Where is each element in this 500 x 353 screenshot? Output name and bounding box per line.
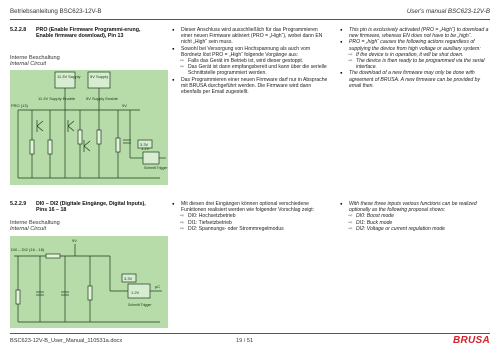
microcontroller-label: µC <box>155 284 161 289</box>
section1-title: PRO (Enable Firmware Programmi-erung, Enable firmware download), Pin 13 <box>36 27 141 40</box>
en-bullet-2: ● PRO = „high“ causes the following actions regardless of supplying the device from high voltage or auxiliary system: <box>340 39 490 51</box>
section2-title: DI0 – DI2 (Digitale Eingänge, Digital Inputs), Pins 16 – 18 <box>36 201 146 214</box>
en-bullet-3: ● The download of a new firmware may only be done with agreement of BRUSA. A new firmware can be provided by email then. <box>340 70 490 89</box>
header-right: User's manual BSC623-12V-B <box>406 8 490 15</box>
arrow-icon: ⇨ <box>348 58 353 65</box>
internal-circuit-de: Interne Beschaltung <box>10 55 60 61</box>
section1-internal-circuit-label <box>10 55 60 68</box>
supply-11v3-enable-label: 11.3V Supply Enable <box>38 96 76 101</box>
en2-sub-3: ⇨ DI2: Voltage or current regulation mode <box>348 225 446 232</box>
circuit-33v-label: 3.3V <box>140 142 149 147</box>
arrow-icon: ⇨ <box>348 225 353 232</box>
schmitt-trigger-label: Schmitt Trigger <box>144 166 168 170</box>
en2-sub-2: ⇨ DI1: Buck mode <box>348 219 393 226</box>
section2-english-text <box>340 201 490 232</box>
en-sub-1: ⇨ If the device is in operation, it will be shut down. <box>348 51 464 58</box>
arrow-icon: ⇨ <box>348 213 353 220</box>
footer-filename: BSC623-12V-B_User_Manual_110531a.docx <box>10 338 123 344</box>
arrow-icon: ⇨ <box>180 225 185 232</box>
internal-circuit-en: Internal Circuit <box>10 61 47 68</box>
de2-intro: ● Mit diesen drei Eingängen können optional verschiedene Funktionen realisiert werden wie folgender Vorschlag zeigt: <box>172 201 330 213</box>
supply-5v-enable-label: 5V Supply Enable <box>86 96 118 101</box>
section2-internal-circuit-label <box>10 220 60 233</box>
page-number: 19 / 51 <box>236 338 254 344</box>
header-rule <box>10 19 490 20</box>
footer-rule <box>10 333 490 334</box>
circuit-12v-label-2: 1.2V <box>131 290 140 295</box>
section1-english-text <box>340 27 490 89</box>
de2-sub-1: ⇨ DI0: Hochsetzbetrieb <box>180 213 236 220</box>
en-sub-2: ⇨ The device is then ready to be programmed via the serial interface. <box>348 58 485 71</box>
en-bullet-1: ● This pin is exclusively activated (PRO = „High“) to download a new firmware, whereas EN does not have to be „high“. <box>340 27 490 39</box>
arrow-icon: ⇨ <box>180 64 185 71</box>
section1-circuit-diagram <box>10 70 168 185</box>
internal-circuit-en: Internal Circuit <box>10 226 47 233</box>
supply-11v3-label: 11.3V Supply <box>57 74 81 79</box>
section1-number: 5.2.2.8 <box>10 27 27 33</box>
di-pin-label: DI0 – DI2 (16 - 18) <box>11 247 45 252</box>
circuit-9v-label: 9V <box>122 103 127 108</box>
de-bullet-3: ● Das Programmieren einer neuen Firmware darf nur in Absprache mit BRUSA durchgeführt werden. Die Firmware wird dann ebenfalls per Email zugestellt. <box>172 77 330 96</box>
circuit-9v-label-2: 9V <box>72 238 77 243</box>
circuit-12v-label: 1.2V <box>141 146 150 151</box>
circuit-33v-label-2: 3.3V <box>124 276 133 281</box>
arrow-icon: ⇨ <box>180 219 185 226</box>
internal-circuit-de: Interne Beschaltung <box>10 220 60 226</box>
de-sub-1: ⇨ Falls das Gerät im Betrieb ist, wird dieser gestoppt. <box>180 58 304 65</box>
section2-number: 5.2.2.9 <box>10 201 27 207</box>
de-sub-2: ⇨ Das Gerät ist dann empfangsbereit und kann über die serielle Schnittstelle programmiert werden. <box>180 64 327 77</box>
arrow-icon: ⇨ <box>348 219 353 226</box>
schmitt-trigger-label-2: Schmitt Trigger <box>128 303 152 307</box>
supply-5v-label: 5V Supply <box>90 74 109 79</box>
section2-circuit-diagram <box>10 236 168 328</box>
de-bullet-1: ● Dieser Anschluss wird ausschließlich für das Programmieren einer neuen Firmware aktiviert (PRO = „High“), wobei dann EN nicht „High“ sein muss. <box>172 27 330 46</box>
header-left: Betriebsanleitung BSC623-12V-B <box>10 8 102 15</box>
de2-sub-3: ⇨ DI2: Spannungs- oder Strommregelmodus <box>180 225 284 232</box>
pro-pin-label: PRO (13) <box>11 103 28 108</box>
arrow-icon: ⇨ <box>180 58 185 65</box>
arrow-icon: ⇨ <box>348 51 353 58</box>
en2-sub-1: ⇨ DI0: Boost mode <box>348 213 394 220</box>
de-bullet-2: ● Sowohl bei Versorgung von Hochspannung als auch vom Bordnetz löst PRO = „High“ folgende Vorgänge aus: <box>172 46 330 58</box>
de2-sub-2: ⇨ DI1: Tiefsetzbetrieb <box>180 219 232 226</box>
section2-german-text <box>172 201 330 232</box>
en2-intro: ● With these three inputs various functions can be realized optionally as the following proposal shows: <box>340 201 490 213</box>
section1-german-text <box>172 27 330 95</box>
brusa-logo: BRUSA <box>452 335 490 346</box>
arrow-icon: ⇨ <box>180 213 185 220</box>
